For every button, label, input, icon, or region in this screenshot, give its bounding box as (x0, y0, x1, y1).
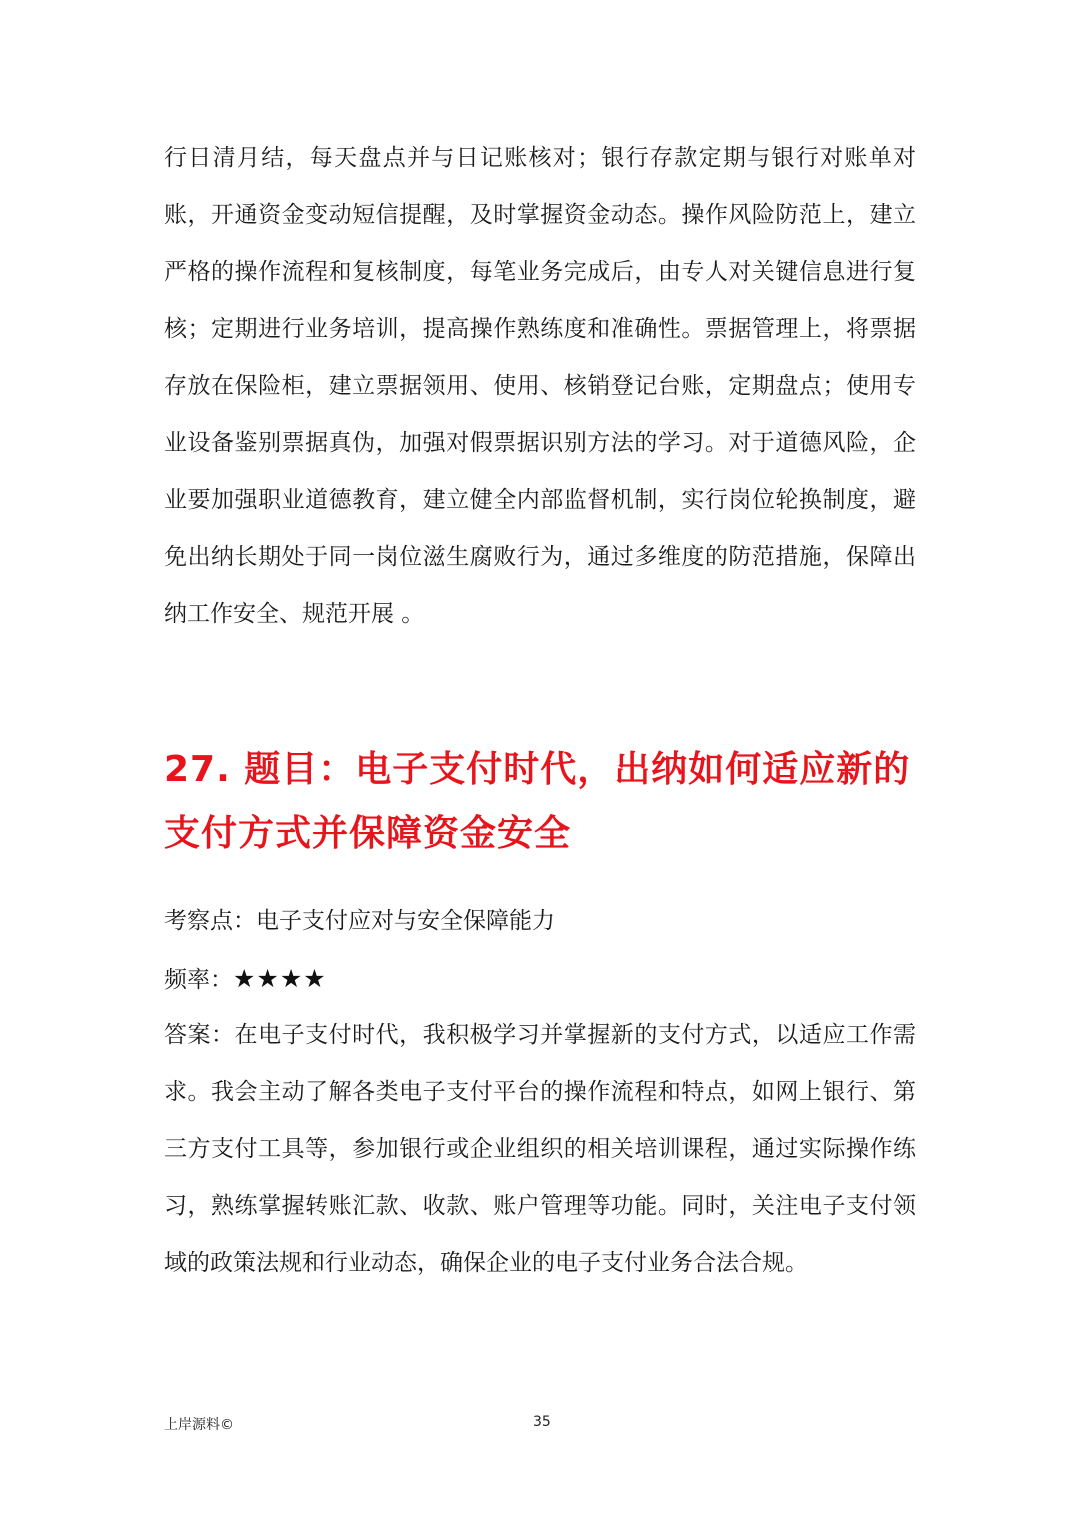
answer-text: 答案：在电子支付时代，我积极学习并掌握新的支付方式，以适应工作需求。我会主动了解各类电子支付平台的操作流程和特点，如网上银行、第三方支付工具等，参加银行或企业组织的相关培训课程，通过实际操作练习，熟练掌握转账汇款、收款、账户管理等功能。同时，关注电子支付领域的政策法规和行业动态，确保企业的电子支付业务合法合规。 (164, 1022, 916, 1276)
page-number: 35 (533, 1414, 551, 1430)
paragraph-text: 行日清月结，每天盘点并与日记账核对；银行存款定期与银行对账单对账，开通资金变动短信提醒，及时掌握资金动态。操作风险防范上，建立严格的操作流程和复核制度，每笔业务完成后，由专人对关键信息进行复核；定期进行业务培训，提高操作熟练度和准确性。票据管理上，将票据存放在保险柜，建立票据领用、使用、核销登记台账，定期盘点；使用专业设备鉴别票据真伪，加强对假票据识别方法的学习。对于道德风险，企业要加强职业道德教育，建立健全内部监督机制，实行岗位轮换制度，避免出纳长期处于同一岗位滋生腐败行为，通过多维度的防范措施，保障出纳工作安全、规范开展 。 (164, 145, 916, 627)
previous-answer-continuation (164, 130, 916, 643)
frequency-line (164, 950, 916, 1009)
frequency-stars: ★★★★ (233, 964, 327, 993)
frequency-label: 频率： (164, 967, 233, 993)
exam-point-line: 考察点：电子支付应对与安全保障能力 (164, 908, 555, 934)
answer-block (164, 1007, 916, 1292)
footer-brand: 上岸源料© (164, 1417, 234, 1433)
question-heading: 27. 题目：电子支付时代，出纳如何适应新的支付方式并保障资金安全 (164, 749, 911, 854)
